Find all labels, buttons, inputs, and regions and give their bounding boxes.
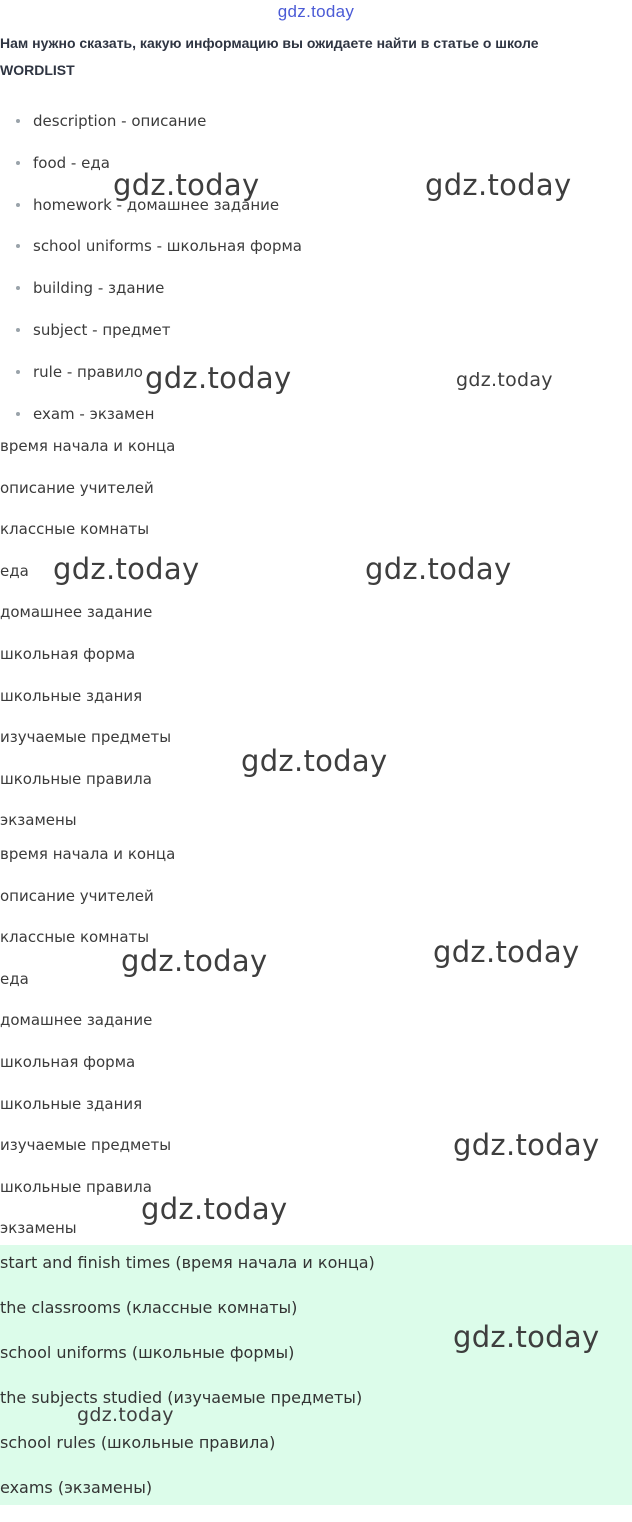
answer-item: the classrooms (классные комнаты) [0,1298,298,1317]
watermark: gdz.today [113,168,260,202]
wordlist-item: school uniforms - школьная форма [0,236,302,278]
wordlist-item: homework - домашнее задание [0,195,302,237]
watermark: gdz.today [145,361,292,395]
list-item: еда [0,561,29,580]
answer-item: school rules (школьные правила) [0,1433,276,1452]
site-logo[interactable]: gdz.today [277,2,355,21]
list-item: изучаемые предметы [0,1136,172,1155]
wordlist-item: subject - предмет [0,320,302,362]
watermark: gdz.today [121,944,268,978]
answer-item: start and finish times (время начала и конца) [0,1253,375,1272]
list-item: домашнее задание [0,603,153,622]
list-item: домашнее задание [0,1011,153,1030]
wordlist-item: description - описание [0,111,302,153]
watermark: gdz.today [141,1192,288,1226]
watermark: gdz.today [241,744,388,778]
watermark: gdz.today [453,1320,600,1354]
watermark: gdz.today [365,552,512,586]
list-item: экзамены [0,1219,77,1238]
list-item: еда [0,969,29,988]
wordlist-item: food - еда [0,153,302,195]
answer-block [0,1245,632,1505]
list-item: описание учителей [0,886,154,905]
bullet-icon [16,286,20,290]
watermark: gdz.today [456,369,553,391]
bullet-icon [16,328,20,332]
list-item: описание учителей [0,478,154,497]
answer-item: school uniforms (школьные формы) [0,1343,295,1362]
watermark: gdz.today [425,168,572,202]
answer-item: exams (экзамены) [0,1478,153,1497]
bullet-icon [16,161,20,165]
list-item: школьная форма [0,644,136,663]
wordlist-item: rule - правило [0,362,302,404]
list-item: экзамены [0,811,77,830]
bullet-icon [16,370,20,374]
watermark: gdz.today [53,552,200,586]
list-item: время начала и конца [0,437,176,455]
list-item: классные комнаты [0,520,150,539]
wordlist-item: exam - экзамен [0,404,302,446]
watermark: gdz.today [433,935,580,969]
list-item: классные комнаты [0,928,150,947]
list-item: школьная форма [0,1052,136,1071]
bullet-icon [16,244,20,248]
bullet-icon [16,412,20,416]
answer-list [0,1252,375,1522]
list-item: школьные здания [0,1094,143,1113]
list-item: школьные здания [0,686,143,705]
list-item: изучаемые предметы [0,728,172,747]
answer-item: the subjects studied (изучаемые предметы) [0,1388,363,1407]
list-item: время начала и конца [0,845,176,863]
list-item: школьные правила [0,1177,152,1196]
wordlist-item: building - здание [0,278,302,320]
watermark: gdz.today [77,1404,174,1426]
bullet-icon [16,203,20,207]
wordlist [0,111,302,445]
bullet-icon [16,119,20,123]
wordlist-title: WORDLIST [0,62,75,78]
watermark: gdz.today [453,1128,600,1162]
list-item: школьные правила [0,769,152,788]
question-text: Нам нужно сказать, какую информацию вы ожидаете найти в статье о школе [0,35,539,51]
topics-list [0,436,175,852]
